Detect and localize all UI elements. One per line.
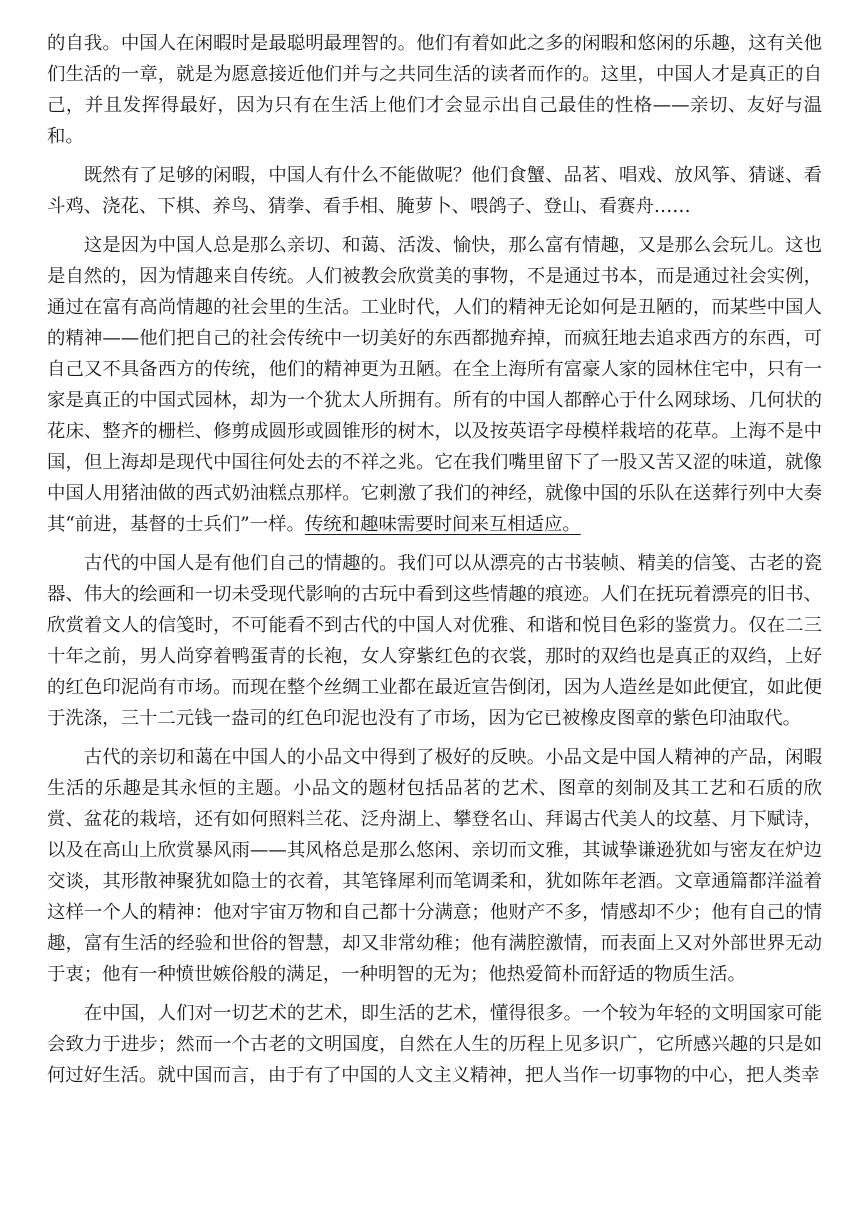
paragraph-4: 古代的中国人是有他们自己的情趣的。我们可以从漂亮的古书装帧、精美的信笺、古老的瓷器、伟大的绘画和一切未受现代影响的古玩中看到这些情趣的痕迹。人们在抚玩着漂亮的旧书、欣赏着文人的信笺时，不可能看不到古代的中国人对优雅、和谐和悦目色彩的鉴赏力。仅在二三十年之前，男人尚穿着鸭蛋青的长袍，女人穿紫红色的衣裳，那时的双绉也是真正的双绉，上好的红色印泥尚有市场。而现在整个丝绸工业都在最近宣告倒闭，因为人造丝是如此便宜，如此便于洗涤，三十二元钱一盎司的红色印泥也没有了市场，因为它已被橡皮图章的紫色印油取代。 (47, 553, 822, 729)
underlined-sentence: 传统和趣味需要时间来互相适应。 (304, 514, 581, 535)
paragraph-3-body: 这是因为中国人总是那么亲切、和蔼、活泼、愉快，那么富有情趣，又是那么会玩儿。这也是自然的，因为情趣来自传统。人们被教会欣赏美的事物，不是通过书本，而是通过社会实例，通过在富有高尚情趣的社会里的生活。工业时代，人们的精神无论如何是丑陋的，而某些中国人的精神——他们把自己的社会传统中一切美好的东西都抛弃掉，而疯狂地去追求西方的东西，可自己又不具备西方的传统，他们的精神更为丑陋。在全上海所有富豪人家的园林住宅中，只有一家是真正的中国式园林，却为一个犹太人所拥有。所有的中国人都醉心于什么网球场、几何状的花床、整齐的栅栏、修剪成圆形或圆锥形的树木，以及按英语字母模样栽培的花草。上海不是中国，但上海却是现代中国往何处去的不祥之兆。它在我们嘴里留下了一股又苦又涩的味道，就像中国人用猪油做的西式奶油糕点那样。它刺激了我们的神经，就像中国的乐队在送葬行列中大奏其“前进，基督的士兵们”一样。 (47, 235, 822, 535)
paragraph-2: 既然有了足够的闲暇，中国人有什么不能做呢？他们食蟹、品茗、唱戏、放风筝、猜谜、看斗鸡、浇花、下棋、养鸟、猜拳、看手相、腌萝卜、喂鸽子、登山、看赛舟…… (47, 165, 822, 217)
paragraph-6: 在中国，人们对一切艺术的艺术，即生活的艺术，懂得很多。一个较为年轻的文明国家可能会致力于进步；然而一个古老的文明国度，自然在人生的历程上见多识广，它所感兴趣的只是如何过好生活。就中国而言，由于有了中国的人文主义精神，把人当作一切事物的中心，把人类幸 (47, 1003, 822, 1086)
paragraph-5: 古代的亲切和蔼在中国人的小品文中得到了极好的反映。小品文是中国人精神的产品，闲暇生活的乐趣是其永恒的主题。小品文的题材包括品茗的艺术、图章的刻制及其工艺和石质的欣赏、盆花的栽培，还有如何照料兰花、泛舟湖上、攀登名山、拜谒古代美人的坟墓、月下赋诗，以及在高山上欣赏暴风雨——其风格总是那么悠闲、亲切而文雅，其诚挚谦逊犹如与密友在炉边交谈，其形散神聚犹如隐士的衣着，其笔锋犀利而笔调柔和，犹如陈年老酒。文章通篇都洋溢着这样一个人的精神：他对宇宙万物和自己都十分满意；他财产不多，情感却不少；他有自己的情趣，富有生活的经验和世俗的智慧，却又非常幼稚；他有满腔激情，而表面上又对外部世界无动于衷；他有一种愤世嫉俗般的满足，一种明智的无为；他热爱简朴而舒适的物质生活。 (47, 747, 822, 985)
paragraph-3 (47, 230, 822, 540)
paragraph-1: 的自我。中国人在闲暇时是最聪明最理智的。他们有着如此之多的闲暇和悠闲的乐趣，这有关他们生活的一章，就是为愿意接近他们并与之共同生活的读者而作的。这里，中国人才是真正的自己，并且发挥得最好，因为只有在生活上他们才会显示出自己最佳的性格——亲切、友好与温和。 (47, 33, 822, 147)
